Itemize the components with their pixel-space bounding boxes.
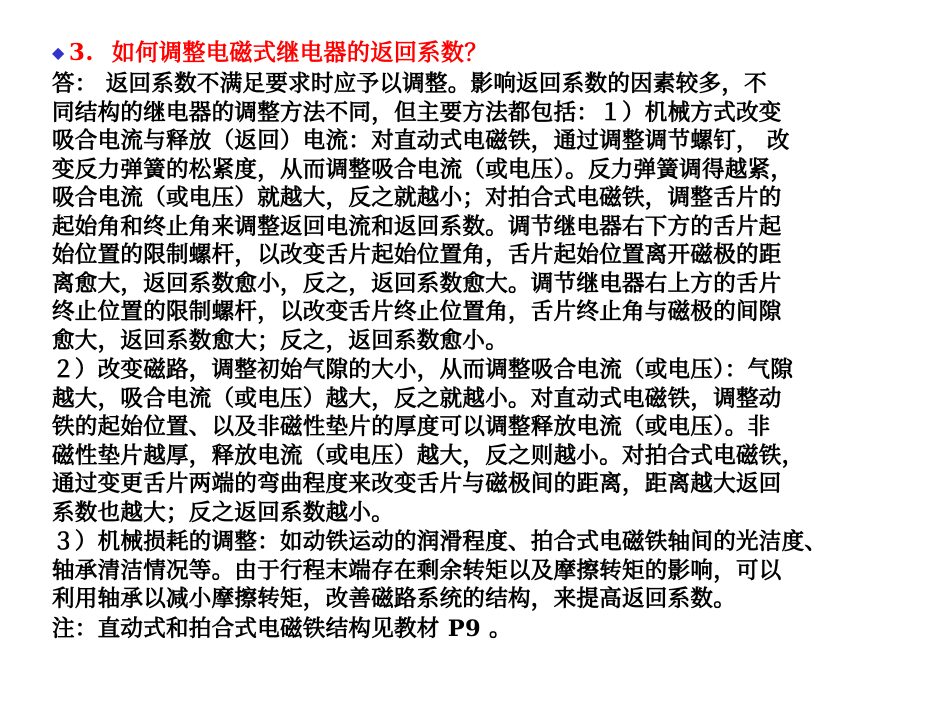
answer-line: 系数也越大；反之返回系数越小。 [52,499,395,526]
answer-line: 铁的起始位置、以及非磁性垫片的厚度可以调整释放电流（或电压）。非 [52,414,771,440]
textbook-note [52,615,932,644]
answer-line: 愈大，返回系数愈大；反之，返回系数愈小。 [52,327,509,354]
answer-line: 变反力弹簧的松紧度，从而调整吸合电流（或电压）。反力弹簧调得越紧， [52,156,794,183]
answer-line: 磁性垫片越厚，释放电流（或电压）越大，反之则越小。对拍合式电磁铁， [52,442,805,469]
answer-line: 答： 返回系数不满足要求时应予以调整。影响返回系数的因素较多，不 [52,71,767,97]
answer-line: 越大，吸合电流（或电压）越大，反之就越小。对直动式电磁铁，调整动 [52,385,782,412]
answer-paragraph-2 [52,356,932,527]
answer-paragraph-3 [52,528,932,614]
answer-paragraph-1 [52,70,932,355]
answer-line: 离愈大，返回系数愈小，反之，返回系数愈大。调节继电器右上方的舌片 [52,270,782,297]
answer-line: 吸合电流（或电压）就越大，反之就越小；对拍合式电磁铁，调整舌片的 [52,185,782,211]
answer-line: ３）机械损耗的调整：如动铁运动的润滑程度、拍合式电磁铁轴间的光洁度、 [52,529,828,555]
diamond-bullet-icon: ◆ [52,43,65,62]
answer-line: 吸合电流与释放（返回）电流：对直动式电磁铁，通过调整调节螺钉， 改 [52,128,790,154]
answer-line: 通过变更舌片两端的弯曲程度来改变舌片与磁极间的距离，距离越大返回 [52,471,782,497]
answer-line: 起始角和终止角来调整返回电流和返回系数。调节继电器右下方的舌片起 [52,213,782,240]
answer-line: 利用轴承以减小摩擦转矩，改善磁路系统的结构，来提高返回系数。 [52,586,737,612]
answer-line: 终止位置的限制螺杆，以改变舌片终止位置角，舌片终止角与磁极的间隙 [52,299,782,325]
answer-line: ２）改变磁路，调整初始气隙的大小，从而调整吸合电流（或电压）：气隙 [52,357,794,383]
question-title: 如何调整电磁式继电器的返回系数？ [111,39,488,66]
note-line: 注：直动式和拍合式电磁铁结构见教材 P9 。 [52,615,512,642]
slide-content [52,34,932,643]
answer-line: 同结构的继电器的调整方法不同，但主要方法都包括：１）机械方式改变 [52,99,782,126]
question-number: 3. [68,39,94,66]
question-title-line [52,34,932,70]
answer-line: 始位置的限制螺杆，以改变舌片起始位置角，舌片起始位置离开磁极的距 [52,242,782,268]
answer-line: 轴承清洁情况等。由于行程末端存在剩余转矩以及摩擦转矩的影响，可以 [52,557,782,584]
